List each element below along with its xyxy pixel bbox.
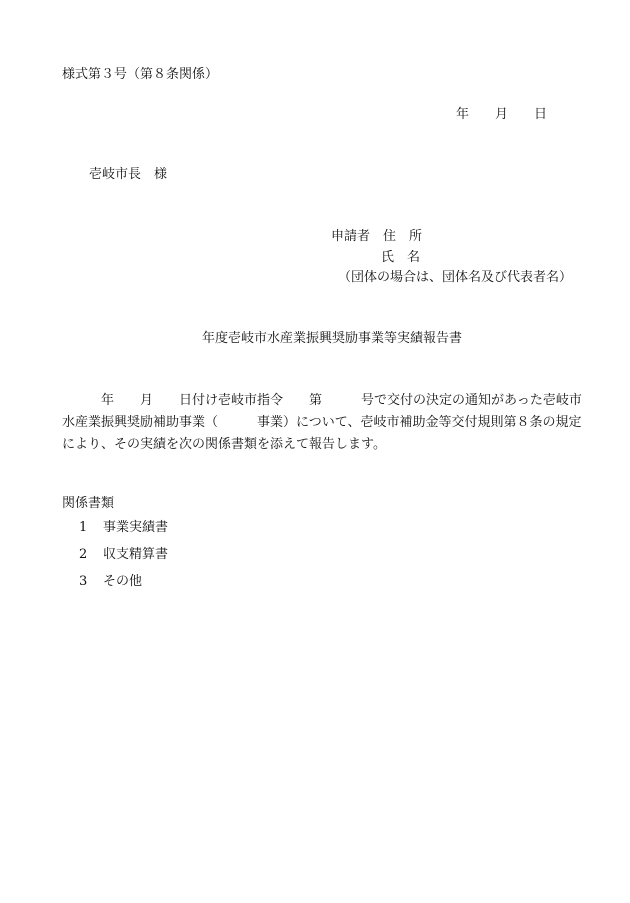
list-item (79, 521, 168, 548)
applicant-address-label: 申請者 住 所 (331, 229, 423, 244)
item-label: その他 (103, 574, 143, 589)
body-paragraph (62, 390, 582, 456)
body-line: 年 月 日付け壱岐市指令 第 号で交付の決定の通知があった壱岐市 (62, 393, 582, 408)
item-number: 2 (79, 547, 88, 562)
body-line: 水産業振興奨励補助事業（ 事業）について、壱岐市補助金等交付規則第８条の規定 (62, 415, 582, 430)
item-label: 収支精算書 (103, 547, 169, 562)
attachments-list (79, 521, 168, 602)
applicant-organization-note: （団体の場合は、団体名及び代表者名） (338, 270, 573, 285)
document-title: 年度壱岐市水産業振興奨励事業等実績報告書 (202, 331, 463, 346)
list-item (79, 575, 168, 602)
body-line: により、その実績を次の関係書類を添えて報告します。 (62, 437, 386, 452)
item-number: 1 (79, 520, 88, 535)
attachments-heading: 関係書類 (62, 496, 115, 511)
form-number: 様式第３号（第８条関係） (62, 67, 219, 82)
item-label: 事業実績書 (103, 520, 169, 535)
list-item (79, 548, 168, 575)
date-line: 年 月 日 (456, 107, 548, 122)
addressee: 壱岐市長 様 (89, 167, 168, 182)
item-number: 3 (79, 574, 88, 589)
applicant-name-label: 氏 名 (381, 250, 421, 265)
